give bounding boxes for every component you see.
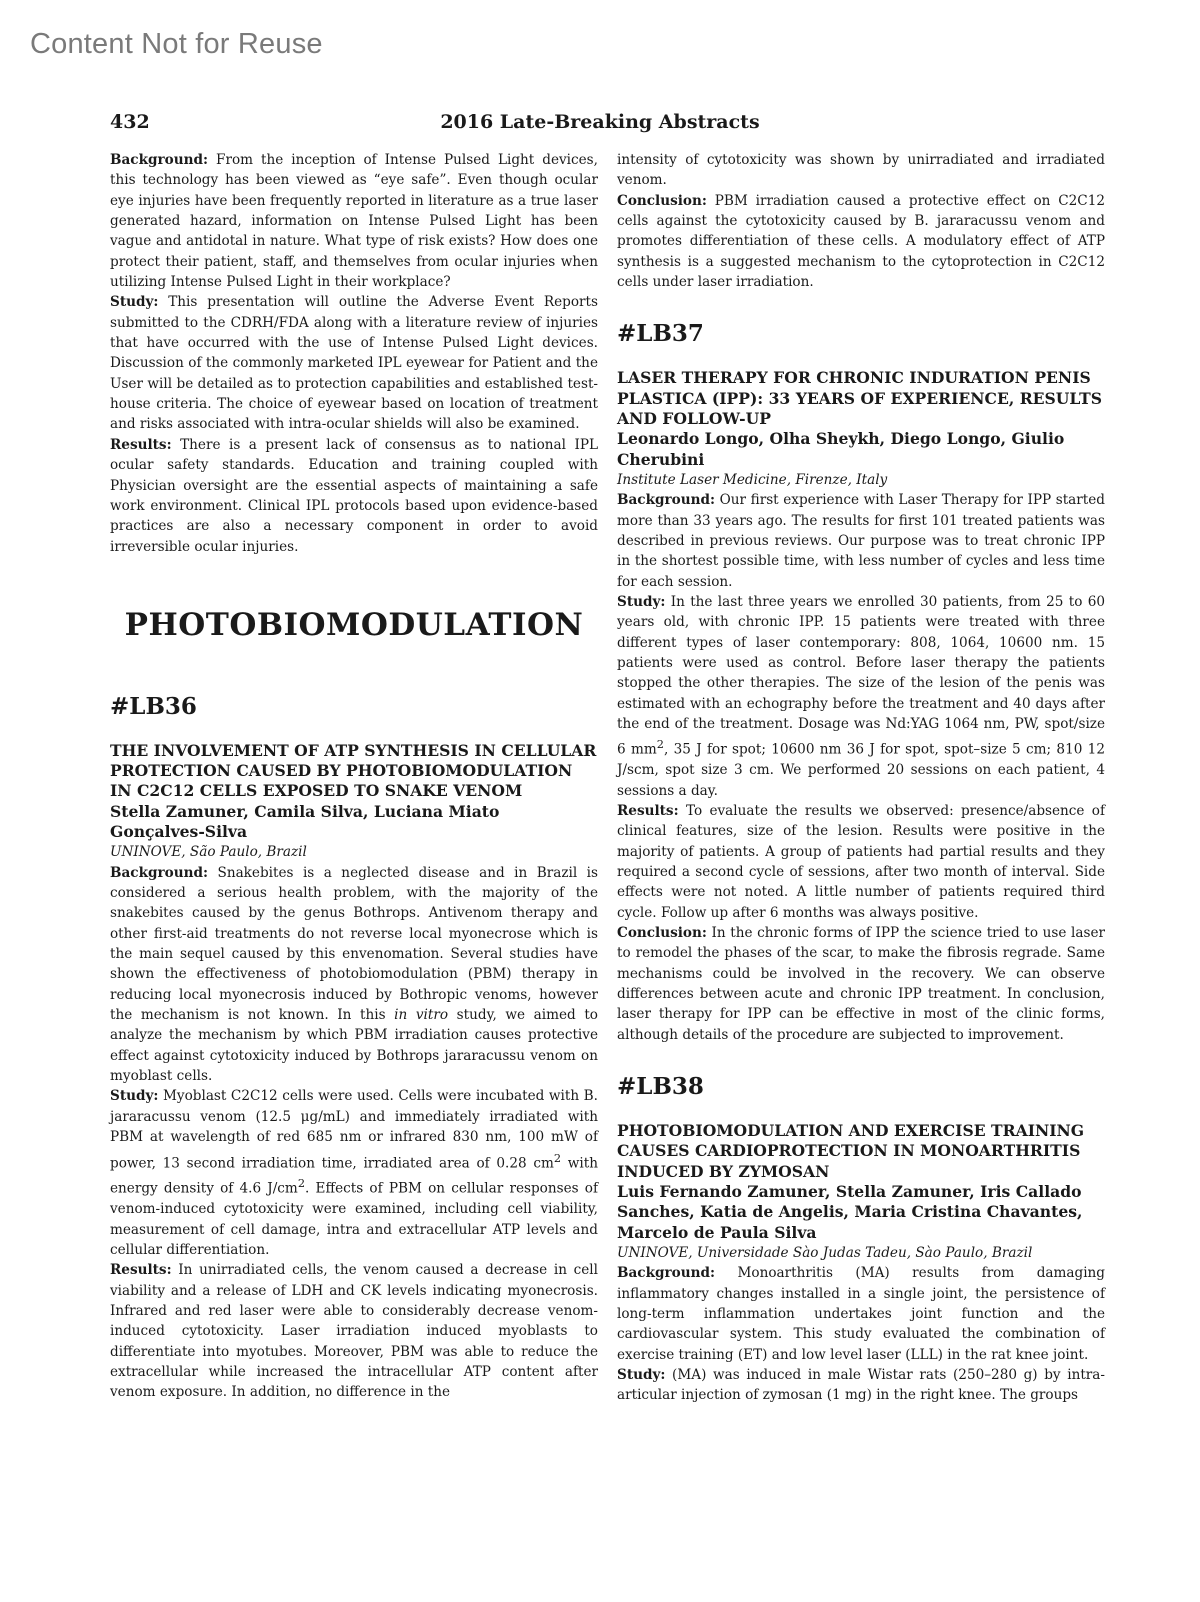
label-study: Study: <box>617 1366 666 1383</box>
paragraph-study <box>110 1086 598 1260</box>
paragraph-conclusion <box>617 191 1105 293</box>
label-background: Background: <box>110 864 209 881</box>
text-study: This presentation will outline the Adverse Event Reports submitted to the CDRH/FDA along with a literature review of injuries that have occurred with the use of Intense Pulsed Light devices. Discussion of the commonly marketed IPL eyewear for Patient and the User will be detailed as to protection capabilities and established test-house criteria. The choice of eyewear based on location of treatment and risks associated with intra-ocular shields will also be examined. <box>110 294 598 433</box>
abstract-authors: Luis Fernando Zamuner, Stella Zamuner, Iris Callado Sanches, Katia de Angelis, Maria Cristina Chavantes, Marcelo de Paula Silva <box>617 1181 1083 1242</box>
paragraph-background <box>617 490 1105 592</box>
page-number: 432 <box>110 111 150 133</box>
abstract-title: THE INVOLVEMENT OF ATP SYNTHESIS IN CELLULAR PROTECTION CAUSED BY PHOTOBIOMODULATION IN C2C12 CELLS EXPOSED TO SNAKE VENOM <box>110 740 597 801</box>
label-background: Background: <box>617 492 716 509</box>
paragraph-study <box>617 1365 1105 1406</box>
left-column <box>110 150 598 1403</box>
abstract-lb37 <box>617 320 1105 1045</box>
label-conclusion: Conclusion: <box>617 192 707 209</box>
paragraph-conclusion <box>617 923 1105 1045</box>
text-conclusion: In the chronic forms of IPP the science tried to use laser to remodel the phases of the scar, to make the fibrosis regrade. Same mechanisms could be involved in the recovery. We can observe differences between acute and chronic IPP treatment. In conclusion, laser therapy for IPP can be effective in most of the clinic forms, although details of the procedure are subjected to improvement. <box>617 924 1106 1043</box>
abstract-lb36 <box>110 693 598 1403</box>
abstract-title: LASER THERAPY FOR CHRONIC INDURATION PENIS PLASTICA (IPP): 33 YEARS OF EXPERIENCE, RESULTS AND FOLLOW-UP <box>617 368 1102 428</box>
paragraph-background <box>617 1263 1105 1365</box>
paragraph-study <box>617 592 1105 801</box>
text-background: Snakebites is a neglected disease and in Brazil is considered a serious health problem, with the majority of the snakebites caused by the genus Bothrops. Antivenom therapy and other first-aid treatments do not reverse local myonecrose which is the main sequel caused by this envenomation. Several studies have shown the effectiveness of photobiomodulation (PBM) therapy in reducing local myonecrosis induced by Bothropic venoms, however the mechanism is not known. In this <box>110 864 598 1024</box>
right-column <box>617 150 1105 1406</box>
text-study-end: . Effects of PBM on cellular responses of venom-induced cytotoxicity were examined, including cell viability, measurement of cell damage, intra and extracellular ATP levels and cellular differentiation. <box>110 1180 599 1258</box>
abstract-affiliation: UNINOVE, Universidade Sào Judas Tadeu, Sào Paulo, Brazil <box>617 1244 1033 1261</box>
text-background-cont: study, we aimed to analyze the mechanism by which PBM irradiation causes protective effect against cytotoxicity induced by Bothrops jararacussu venom on myoblast cells. <box>110 1007 598 1085</box>
abstract-lb38 <box>617 1073 1105 1406</box>
abstract-authors: Leonardo Longo, Olha Sheykh, Diego Longo, Giulio Cherubini <box>617 429 1065 469</box>
abstract-id: #LB38 <box>617 1073 704 1101</box>
paragraph-study <box>110 292 598 434</box>
label-results: Results: <box>110 436 172 453</box>
label-background: Background: <box>110 152 209 168</box>
label-results: Results: <box>110 1262 172 1279</box>
text-study-cont: with energy density of 4.6 J/cm <box>110 1155 598 1197</box>
paragraph-results <box>110 435 598 557</box>
text-results: To evaluate the results we observed: presence/absence of clinical features, size of the lesion. Results were positive in the majority of patients. A group of patients had partial results and they required a second cycle of sessions, after two month of interval. Side effects were not noted. A little number of patients required third cycle. Follow up after 6 months was always positive. <box>617 802 1105 921</box>
running-title: 2016 Late-Breaking Abstracts <box>440 111 760 133</box>
paragraph-background <box>110 863 598 1087</box>
label-study: Study: <box>110 294 159 311</box>
text-background: Monoarthritis (MA) results from damaging inflammatory changes installed in a single joint, the persistence of long-term inflammation undertakes joint function and the cardiovascular system. This study evaluated the combination of exercise training (ET) and low level laser (LLL) in the rat knee joint. <box>617 1265 1105 1363</box>
watermark: Content Not for Reuse <box>30 28 323 60</box>
label-study: Study: <box>110 1088 159 1105</box>
paragraph-results <box>617 801 1105 923</box>
superscript: 2 <box>297 1176 306 1191</box>
section-title: PHOTOBIOMODULATION <box>124 606 584 643</box>
paragraph-results <box>110 1260 598 1402</box>
text-study-cont: , 35 J for spot; 10600 nm 36 J for spot, spot–size 5 cm; 810 12 J/scm, spot size 3 cm. We performed 20 sessions on each patient, 4 sessions a day. <box>617 741 1105 799</box>
abstract-affiliation: Institute Laser Medicine, Firenze, Italy <box>617 471 888 488</box>
text-conclusion: PBM irradiation caused a protective effect on C2C12 cells against the cytotoxicity caused by B. jararacussu venom and promotes differentiation of these cells. A modulatory effect of ATP synthesis is a suggested mechanism to the cytoprotection in C2C12 cells under laser irradiation. <box>617 192 1105 291</box>
previous-abstract <box>110 150 598 557</box>
text-background: From the inception of Intense Pulsed Light devices, this technology has been viewed as “eye safe”. Even though ocular eye injuries have been frequently reported in literature as a true laser generated hazard, information on Intense Pulsed Light has been vague and antidotal in nature. What type of risk exists? How does one protect their patient, staff, and themselves from ocular injuries when utilizing Intense Pulsed Light in their workplace? <box>110 152 598 291</box>
superscript: 2 <box>553 1150 562 1165</box>
abstract-authors: Stella Zamuner, Camila Silva, Luciana Miato Gonçalves-Silva <box>110 801 500 842</box>
text-results: In unirradiated cells, the venom caused a decrease in cell viability and a release of LDH and CK levels indicating myonecrosis. Infrared and red laser were able to considerably decrease venom-induced cytotoxicity. Laser irradiation induced myoblasts to differentiate into myotubes. Moreover, PBM was able to reduce the extracellular while increased the intracellular ATP content after venom exposure. In addition, no difference in the <box>110 1262 598 1401</box>
abstract-affiliation: UNINOVE, São Paulo, Brazil <box>110 844 307 861</box>
text-study: In the last three years we enrolled 30 patients, from 25 to 60 years old, with chronic IPP. 15 patients were treated with three different types of laser contemporary: 808, 1064, 10600 nm. 15 patients were used as control. Before laser therapy the patients stopped the other therapies. The size of the lesion of the penis was estimated with an echography before the treatment and 40 days after the end of the treatment. Dosage was Nd:YAG 1064 nm, PW, spot/size 6 mm <box>617 593 1105 758</box>
text-italic: in vitro <box>394 1007 449 1024</box>
abstract-lb36-continued <box>617 150 1105 292</box>
abstract-id: #LB36 <box>110 692 197 720</box>
label-study: Study: <box>617 593 666 610</box>
abstract-id: #LB37 <box>617 320 704 348</box>
text-study: Myoblast C2C12 cells were used. Cells were incubated with B. jararacussu venom (12.5 μg/mL) and immediately irradiated with PBM at wavelength of red 685 nm or infrared 830 nm, 100 mW of power, 13 second irradiation time, irradiated area of 0.28 cm <box>110 1088 598 1172</box>
text-study: (MA) was induced in male Wistar rats (250–280 g) by intra-articular injection of zymosan (1 mg) in the right knee. The groups <box>617 1366 1105 1404</box>
text-results: There is a present lack of consensus as to national IPL ocular safety standards. Education and training coupled with Physician oversight are the essential aspects of maintaining a safe work environment. Clinical IPL protocols based upon evidence-based practices are also a necessary component in order to avoid irreversible ocular injuries. <box>110 436 599 555</box>
text-background: Our first experience with Laser Therapy for IPP started more than 33 years ago. The results for first 101 treated patients was described in previous reviews. Our purpose was to treat chronic IPP in the shortest possible time, with less number of cycles and less time for each session. <box>617 492 1105 590</box>
paragraph-continued: intensity of cytotoxicity was shown by unirradiated and irradiated venom. <box>617 152 1105 189</box>
paragraph-background <box>110 150 598 292</box>
label-results: Results: <box>617 802 679 819</box>
label-conclusion: Conclusion: <box>617 924 707 941</box>
label-background: Background: <box>617 1265 716 1282</box>
superscript: 2 <box>656 737 664 752</box>
abstract-title: PHOTOBIOMODULATION AND EXERCISE TRAINING CAUSES CARDIOPROTECTION IN MONOARTHRITIS INDUCED BY ZYMOSAN <box>617 1121 1085 1181</box>
